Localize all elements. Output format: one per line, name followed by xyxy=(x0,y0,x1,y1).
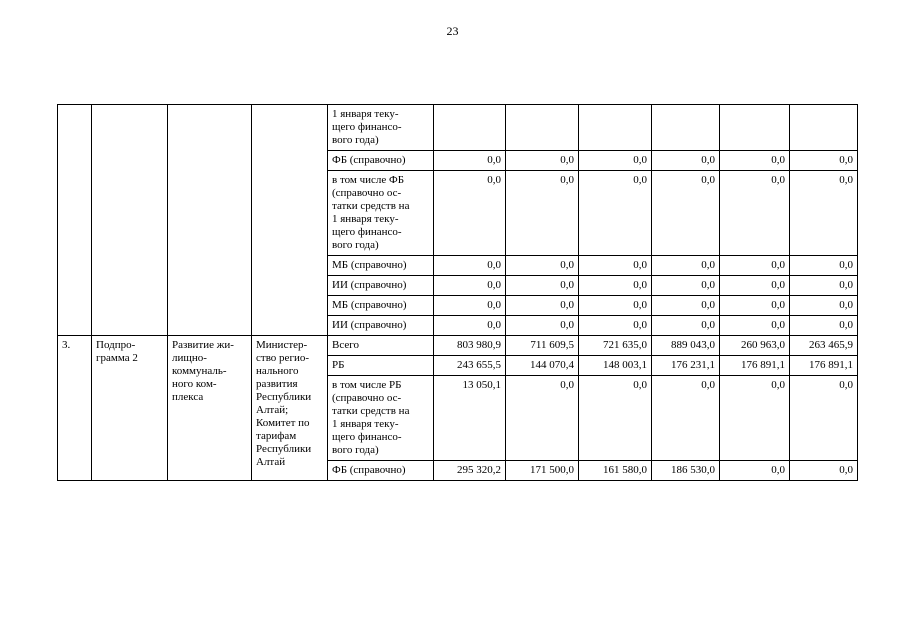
value-cell: 0,0 xyxy=(579,171,652,256)
value-cell: 0,0 xyxy=(434,276,506,296)
source-cell: ИИ (справочно) xyxy=(328,316,434,336)
continued-cell xyxy=(92,105,168,336)
value-cell: 260 963,0 xyxy=(720,336,790,356)
value-cell xyxy=(720,105,790,151)
value-cell: 0,0 xyxy=(652,256,720,276)
value-cell: 0,0 xyxy=(579,376,652,461)
value-cell: 0,0 xyxy=(790,171,858,256)
value-cell: 0,0 xyxy=(720,461,790,481)
value-cell: 171 500,0 xyxy=(506,461,579,481)
table-row xyxy=(58,336,858,356)
value-cell: 0,0 xyxy=(790,276,858,296)
budget-table xyxy=(57,104,858,481)
value-cell: 186 530,0 xyxy=(652,461,720,481)
value-cell: 0,0 xyxy=(579,316,652,336)
value-cell: 0,0 xyxy=(652,316,720,336)
value-cell: 0,0 xyxy=(579,276,652,296)
value-cell: 0,0 xyxy=(720,376,790,461)
program-type-cell: Подпро- грамма 2 xyxy=(92,336,168,481)
program-name-cell: Развитие жи- лищно- коммуналь- ного ком- плекса xyxy=(168,336,252,481)
value-cell xyxy=(790,105,858,151)
value-cell: 161 580,0 xyxy=(579,461,652,481)
continued-cell xyxy=(168,105,252,336)
value-cell: 0,0 xyxy=(790,296,858,316)
page-number: 23 xyxy=(446,24,459,38)
executor-cell: Министер- ство регио- нального развития Республики Алтай; Комитет по тарифам Республики Алтай xyxy=(252,336,328,481)
continued-cell xyxy=(58,105,92,336)
value-cell: 0,0 xyxy=(506,316,579,336)
value-cell: 0,0 xyxy=(506,171,579,256)
value-cell: 0,0 xyxy=(579,256,652,276)
value-cell: 0,0 xyxy=(652,376,720,461)
value-cell: 0,0 xyxy=(720,151,790,171)
value-cell: 263 465,9 xyxy=(790,336,858,356)
value-cell: 0,0 xyxy=(579,151,652,171)
value-cell: 0,0 xyxy=(434,151,506,171)
value-cell xyxy=(652,105,720,151)
value-cell: 0,0 xyxy=(652,276,720,296)
value-cell: 0,0 xyxy=(790,461,858,481)
source-cell: в том числе РБ (справочно ос- татки средств на 1 января теку- щего финансо- вого года) xyxy=(328,376,434,461)
value-cell: 0,0 xyxy=(720,256,790,276)
value-cell: 0,0 xyxy=(506,151,579,171)
value-cell: 0,0 xyxy=(434,256,506,276)
value-cell: 176 231,1 xyxy=(652,356,720,376)
value-cell: 0,0 xyxy=(720,276,790,296)
value-cell: 144 070,4 xyxy=(506,356,579,376)
source-cell: в том числе ФБ (справочно ос- татки средств на 1 января теку- щего финансо- вого года) xyxy=(328,171,434,256)
value-cell xyxy=(506,105,579,151)
value-cell xyxy=(579,105,652,151)
value-cell: 0,0 xyxy=(790,256,858,276)
value-cell: 0,0 xyxy=(720,296,790,316)
value-cell: 0,0 xyxy=(506,256,579,276)
value-cell: 243 655,5 xyxy=(434,356,506,376)
row-number-cell: 3. xyxy=(58,336,92,481)
source-cell: ФБ (справочно) xyxy=(328,151,434,171)
source-cell: ФБ (справочно) xyxy=(328,461,434,481)
value-cell: 0,0 xyxy=(652,151,720,171)
value-cell: 0,0 xyxy=(579,296,652,316)
value-cell: 0,0 xyxy=(652,171,720,256)
value-cell: 803 980,9 xyxy=(434,336,506,356)
source-cell: МБ (справочно) xyxy=(328,256,434,276)
value-cell: 148 003,1 xyxy=(579,356,652,376)
value-cell: 13 050,1 xyxy=(434,376,506,461)
value-cell: 889 043,0 xyxy=(652,336,720,356)
value-cell: 0,0 xyxy=(434,296,506,316)
table-row xyxy=(58,105,858,151)
value-cell: 0,0 xyxy=(720,171,790,256)
value-cell: 711 609,5 xyxy=(506,336,579,356)
continued-cell xyxy=(252,105,328,336)
value-cell: 0,0 xyxy=(506,376,579,461)
value-cell xyxy=(434,105,506,151)
value-cell: 0,0 xyxy=(506,296,579,316)
source-cell: РБ xyxy=(328,356,434,376)
value-cell: 0,0 xyxy=(720,316,790,336)
source-cell: ИИ (справочно) xyxy=(328,276,434,296)
value-cell: 0,0 xyxy=(506,276,579,296)
value-cell: 0,0 xyxy=(434,171,506,256)
source-cell: Всего xyxy=(328,336,434,356)
value-cell: 0,0 xyxy=(790,151,858,171)
source-cell: 1 января теку- щего финансо- вого года) xyxy=(328,105,434,151)
value-cell: 0,0 xyxy=(790,316,858,336)
value-cell: 0,0 xyxy=(434,316,506,336)
source-cell: МБ (справочно) xyxy=(328,296,434,316)
value-cell: 176 891,1 xyxy=(790,356,858,376)
value-cell: 0,0 xyxy=(790,376,858,461)
value-cell: 0,0 xyxy=(652,296,720,316)
value-cell: 176 891,1 xyxy=(720,356,790,376)
value-cell: 295 320,2 xyxy=(434,461,506,481)
value-cell: 721 635,0 xyxy=(579,336,652,356)
